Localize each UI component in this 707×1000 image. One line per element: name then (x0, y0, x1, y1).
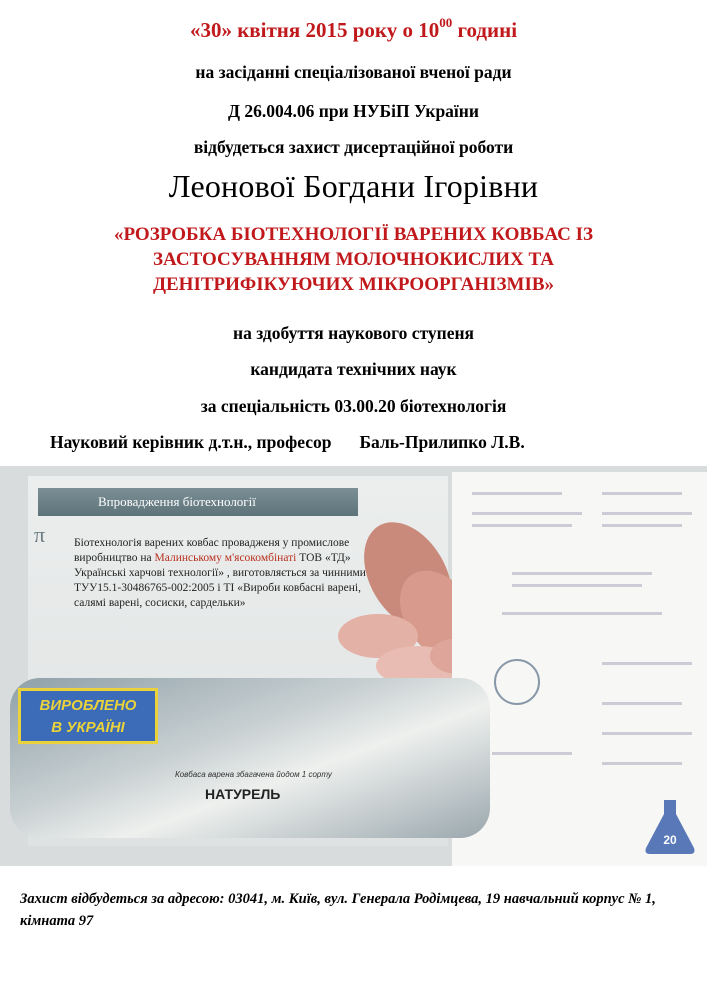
pi-icon: π (34, 522, 46, 547)
slide-heading: Впровадження біотехнології (38, 488, 358, 516)
stamp-icon (492, 657, 542, 707)
implementation-image (0, 466, 707, 866)
council-line: на засіданні спеціалізованої вченої ради (195, 62, 512, 82)
supervisor-role: Науковий керівник д.т.н., професор (50, 432, 332, 452)
product-name: НАТУРЕЛЬ (205, 786, 281, 802)
thesis-title (0, 222, 707, 297)
supervisor-line (50, 432, 525, 453)
supervisor-name: Баль-Прилипко Л.В. (359, 432, 525, 452)
defense-announcement: відбудеться захист дисертаційної роботи (193, 137, 514, 157)
date-tail: годині (452, 18, 518, 42)
made-in-ukraine-mark: ВИРОБЛЕНО В УКРАЇНІ (18, 688, 158, 744)
slide-number: 20 (663, 833, 677, 847)
thesis-title-line: ЗАСТОСУВАННЯМ МОЛОЧНОКИСЛИХ ТА (153, 249, 554, 270)
defense-address: Захист відбудеться за адресою: 03041, м. Київ, вул. Генерала Родімцева, 19 навчальний корпус № 1, кімната 97 (20, 891, 656, 929)
council-code-line: Д 26.004.06 при НУБіП України (228, 101, 479, 121)
slide-text: Біотехнологія варених ковбас провадженя у промислове виробництво на Малинському м'ясокомбінаті ТОВ «ТД» Українські харчові технології» , виготовляється за чинними ТУУ15.1-30486765-002:2005 і ТІ «Вироби ковбасні варені, салямі варені, сосиски, сардельки» (74, 537, 366, 609)
defense-date (0, 15, 707, 43)
specialty-line: за спеціальність 03.00.20 біотехнологія (200, 396, 507, 416)
thesis-title-line: «РОЗРОБКА БІОТЕХНОЛОГІЇ ВАРЕНИХ КОВБАС ІЗ (113, 224, 594, 245)
flask-icon (640, 796, 700, 856)
thesis-title-line: ДЕНІТРИФІКУЮЧИХ МІКРООРГАНІЗМІВ» (152, 274, 555, 295)
candidate-name: Леонової Богдани Ігорівни (168, 168, 539, 204)
degree-name: кандидата технічних наук (250, 359, 457, 379)
label-subtitle: Ковбаса варена збагачена йодом 1 сорту (175, 770, 332, 779)
date-superscript: 00 (439, 15, 453, 30)
plant-name: Малинському м'ясокомбінаті (154, 552, 297, 564)
date-main: «30» квітня 2015 року о 10 (189, 18, 440, 42)
degree-line: на здобуття наукового ступеня (232, 323, 475, 343)
